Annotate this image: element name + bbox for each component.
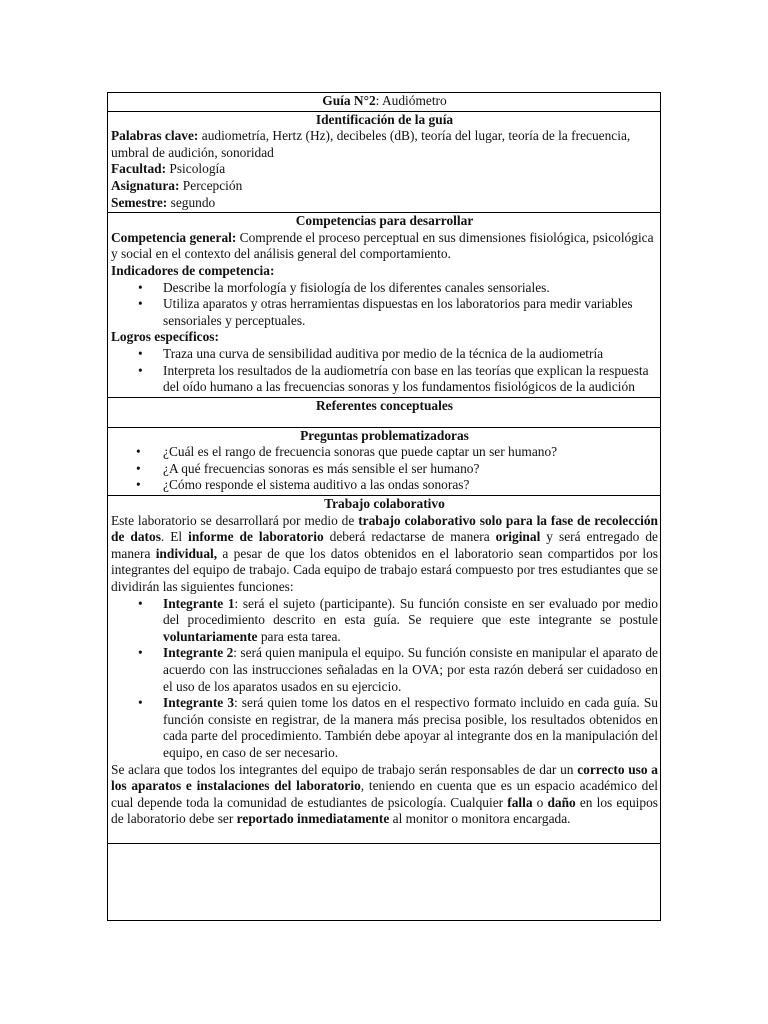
subject-value: Percepción [179, 177, 243, 193]
closing-bold: falla [507, 794, 533, 810]
collaborative-intro [111, 513, 658, 596]
guide-number: Guía N°2 [322, 93, 376, 108]
semester-line [111, 195, 658, 212]
member-item [163, 645, 658, 695]
closing-text: al monitor o monitora encargada. [389, 811, 571, 827]
concepts-heading: Referentes conceptuales [316, 397, 453, 413]
identification-heading: Identificación de la guía [315, 111, 454, 127]
faculty-line [111, 161, 658, 178]
subject-label: Asignatura: [111, 177, 180, 193]
indicators-list [111, 280, 658, 330]
member-text: : será quien tome los datos en el respectivo formato incluido en cada guía. Su función consiste en registrar, de la manera más precisa posible, los resultados obtenidos en cada parte del procedimiento. También debe apoyar al integrante dos en la manipulación del equipo, en caso de ser necesario. [163, 695, 658, 760]
intro-text: Este laboratorio se desarrollará por medio de [111, 512, 359, 528]
list-item: • ¿A qué frecuencias sonoras es más sensible el ser humano? [163, 461, 658, 478]
collaborative-closing [111, 762, 658, 828]
empty-row [108, 843, 661, 920]
member-label: Integrante 1 [163, 595, 235, 611]
achievements-list [111, 346, 658, 396]
keywords-label: Palabras clave: [111, 128, 199, 144]
general-competency-text: Comprende el proceso perceptual en sus dimensiones fisiológica, psicológica y social en el contexto del análisis general del comportamiento. [111, 229, 654, 262]
list-item: • ¿Cuál es el rango de frecuencia sonoras que puede captar un ser humano? [163, 444, 658, 461]
collaborative-section [108, 496, 661, 844]
achievements-heading: Logros específicos: [111, 329, 219, 345]
guide-table [107, 92, 661, 921]
indicators-heading: Indicadores de competencia: [111, 262, 275, 278]
questions-section [108, 427, 661, 495]
closing-text: Se aclara que todos los integrantes del equipo de trabajo serán responsables de dar un [111, 761, 578, 777]
members-list [111, 596, 658, 762]
intro-text: a pesar de que los datos obtenidos en el laboratorio sean compartidos por los integrantes del equipo de trabajo. Cada equipo de trabajo estará compuesto por tres estudiantes que se dividirán las siguientes funciones: [111, 545, 658, 595]
competencies-heading: Competencias para desarrollar [295, 213, 474, 229]
member-bold: voluntariamente [163, 628, 258, 644]
intro-bold: individual, [155, 545, 218, 561]
general-competency-label: Competencia general: [111, 229, 237, 245]
semester-label: Semestre: [111, 194, 168, 210]
member-label: Integrante 2 [163, 645, 234, 661]
questions-list [111, 444, 658, 494]
closing-bold: daño [547, 794, 576, 810]
member-item [163, 695, 658, 761]
member-label: Integrante 3 [163, 695, 235, 711]
closing-text: , teniendo en cuenta que es un espacio académico del cual depende toda la comunidad de estudiantes de psicología. Cualquier [111, 778, 658, 810]
concepts-section [108, 397, 661, 427]
keywords-value: audiometría, Hertz (Hz), decibeles (dB), teoría del lugar, teoría de la frecuencia, umbral de audición, sonoridad [111, 128, 631, 160]
faculty-value: Psicología [166, 161, 226, 177]
intro-text: y será entregado de manera [111, 529, 658, 561]
subject-line [111, 178, 658, 195]
guide-title-row [108, 93, 661, 112]
intro-text: . El [160, 529, 189, 545]
intro-bold: trabajo colaborativo solo para la fase de recolección de datos [111, 512, 659, 545]
intro-bold: original [495, 529, 541, 545]
intro-text: deberá redactarse de manera [323, 529, 496, 545]
identification-section [108, 111, 661, 213]
list-item: • Utiliza aparatos y otras herramientas dispuestas en los laboratorios para medir variables sensoriales y perceptuales. [163, 296, 658, 329]
member-item [163, 596, 658, 646]
guide-title: : Audiómetro [375, 93, 447, 108]
list-item: • ¿Cómo responde el sistema auditivo a las ondas sonoras? [163, 477, 658, 494]
spacer [111, 828, 658, 842]
questions-heading: Preguntas problematizadoras [300, 427, 469, 443]
competencies-section [108, 213, 661, 398]
guide-document [107, 92, 661, 921]
general-competency [111, 230, 658, 263]
faculty-label: Facultad: [111, 161, 167, 177]
intro-bold: informe de laboratorio [188, 529, 324, 545]
closing-text: en los equipos de laboratorio debe ser [111, 794, 659, 827]
closing-bold: reportado inmediatamente [236, 811, 390, 827]
member-text: : será el sujeto (participante). Su función consiste en ser evaluado por medio del procedimiento descrito en esta guía. Se requiere que este integrante se postule [163, 595, 658, 628]
keywords-line [111, 128, 658, 161]
closing-bold: correcto uso a los aparatos e instalaciones del laboratorio [111, 761, 658, 794]
list-item: • Describe la morfología y fisiología de los diferentes canales sensoriales. [163, 280, 658, 297]
collaborative-heading: Trabajo colaborativo [324, 496, 445, 512]
list-item: • Interpreta los resultados de la audiometría con base en las teorías que explican la respuesta del oído humano a las frecuencias sonoras y los fundamentos fisiológicos de la audición [163, 363, 658, 396]
closing-text: o [532, 794, 548, 810]
semester-value: segundo [167, 194, 216, 210]
list-item: • Traza una curva de sensibilidad auditiva por medio de la técnica de la audiometría [163, 346, 658, 363]
member-text: para esta tarea. [257, 628, 341, 644]
member-text: : será quien manipula el equipo. Su función consiste en manipular el aparato de acuerdo con las instrucciones señaladas en la OVA; por esta razón deberá ser cuidadoso en el uso de los aparatos usados en su ejercicio. [163, 645, 658, 694]
